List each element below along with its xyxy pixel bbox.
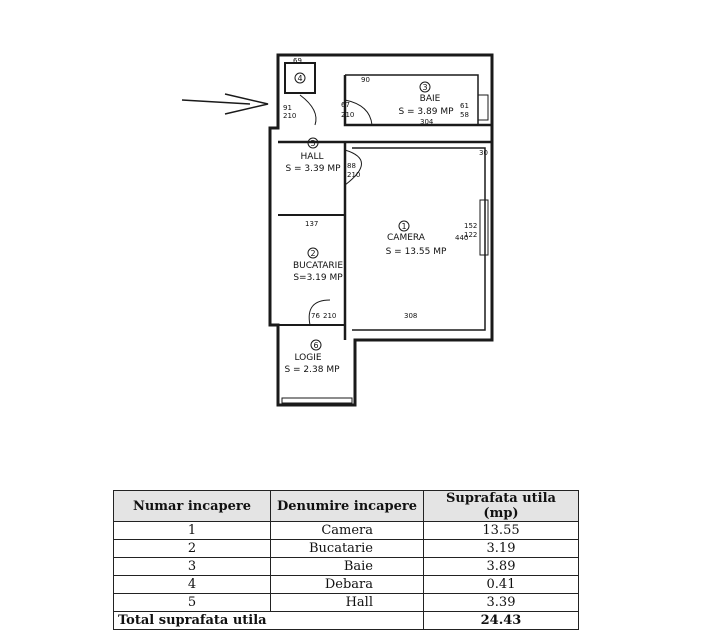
total-value: 24.43 [424, 612, 579, 630]
dim-152: 152 [464, 222, 478, 230]
cell-number: 3 [114, 558, 271, 576]
cell-number: 2 [114, 540, 271, 558]
area-table [113, 490, 579, 630]
cell-area: 13.55 [424, 522, 579, 540]
room-number-4: 4 [297, 74, 303, 83]
room-number-6: 6 [313, 341, 319, 350]
room-name-bucatarie: BUCATARIE [292, 261, 344, 271]
dim-308: 308 [404, 312, 418, 320]
logia-rail [282, 398, 352, 403]
room-name-baie: BAIE [419, 94, 441, 104]
header-numar: Numar incapere [114, 491, 271, 522]
dim-90: 90 [361, 76, 370, 84]
dim-440: 440 [455, 234, 469, 242]
dim-210-b: 210 [341, 111, 355, 119]
dim-304: 304 [420, 118, 434, 126]
room-number-3: 3 [422, 83, 428, 92]
room-area-camera: S = 13.55 MP [385, 247, 447, 257]
dim-210-c: 210 [347, 171, 361, 179]
dim-137: 137 [305, 220, 319, 228]
table-row [114, 594, 579, 612]
dim-76: 76 [311, 312, 320, 320]
cell-name: Hall [271, 594, 424, 612]
total-label: Total suprafata utila [114, 612, 424, 630]
room-name-hall: HALL [300, 152, 324, 162]
dim-210-d: 210 [323, 312, 337, 320]
header-denumire: Denumire incapere [271, 491, 424, 522]
cell-number: 4 [114, 576, 271, 594]
room-number-5: 5 [310, 139, 316, 148]
cell-number: 1 [114, 522, 271, 540]
room-area-hall: S = 3.39 MP [285, 164, 341, 174]
dim-58: 58 [460, 111, 469, 119]
cell-name: Debara [271, 576, 424, 594]
cell-area: 3.39 [424, 594, 579, 612]
door-debara [300, 95, 316, 125]
cell-name: Bucatarie [271, 540, 424, 558]
room-number-2: 2 [310, 249, 316, 258]
cell-area: 3.89 [424, 558, 579, 576]
cell-area: 3.19 [424, 540, 579, 558]
room-area-baie: S = 3.89 MP [398, 107, 454, 117]
room-number-1: 1 [401, 222, 407, 231]
table-row [114, 522, 579, 540]
dim-30: 30 [479, 149, 488, 157]
room-area-bucatarie: S=3.19 MP [293, 273, 343, 283]
room-name-logie: LOGIE [294, 353, 322, 363]
entrance-arrow [182, 94, 268, 114]
table-row [114, 540, 579, 558]
table-row [114, 558, 579, 576]
cell-number: 5 [114, 594, 271, 612]
cell-name: Baie [271, 558, 424, 576]
header-suprafata: Suprafata utila (mp) [424, 491, 579, 522]
window-baie [478, 95, 488, 120]
table-row [114, 576, 579, 594]
dim-91: 91 [283, 104, 292, 112]
cell-name: Camera [271, 522, 424, 540]
room-area-logie: S = 2.38 MP [284, 365, 340, 375]
window-camera [480, 200, 488, 255]
dim-67: 67 [341, 101, 350, 109]
dim-69: 69 [293, 57, 302, 65]
table-header-row [114, 491, 579, 522]
dim-122: 122 [464, 231, 478, 239]
dim-210-a: 210 [283, 112, 297, 120]
room-name-camera: CAMERA [387, 233, 425, 243]
table-total-row [114, 612, 579, 630]
dim-88: 88 [347, 162, 356, 170]
cell-area: 0.41 [424, 576, 579, 594]
dim-61: 61 [460, 102, 469, 110]
